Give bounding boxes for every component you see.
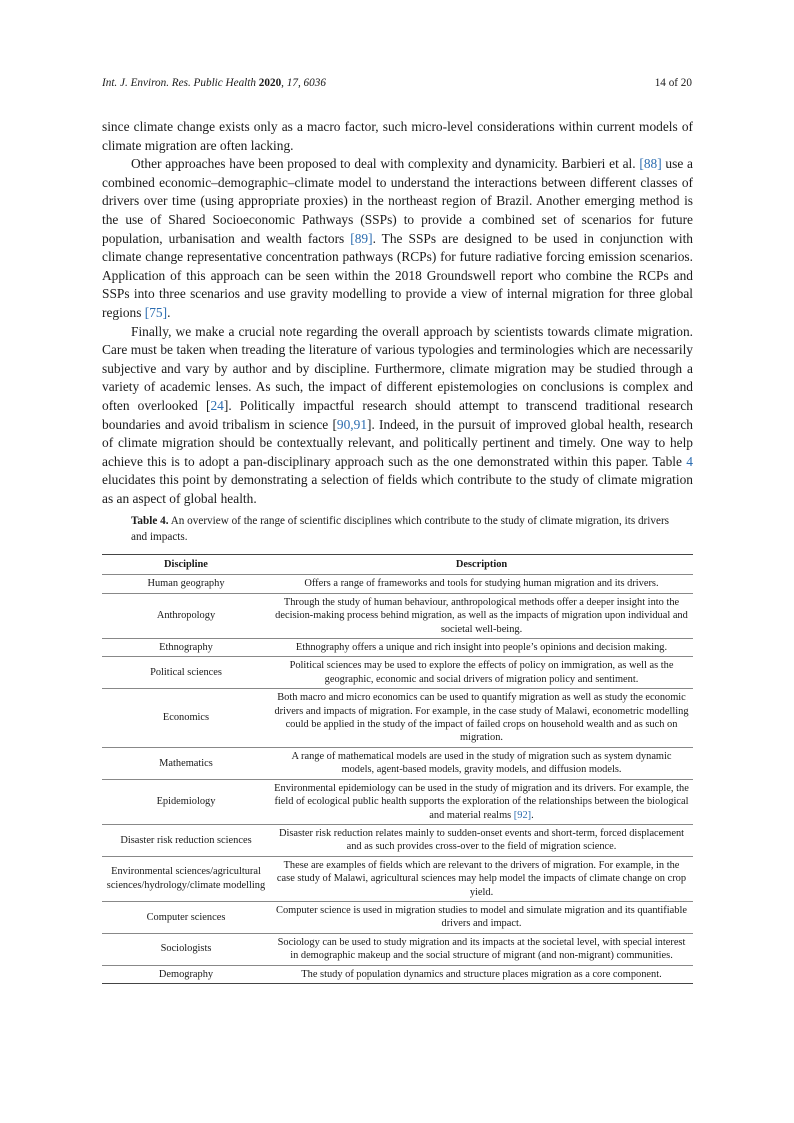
text-run: . bbox=[167, 304, 171, 320]
table-label: Table 4. bbox=[131, 515, 169, 527]
body-text bbox=[102, 118, 693, 508]
citation-link[interactable]: 90,91 bbox=[336, 416, 368, 432]
text-run: use a combined economic–demographic–climate model to understand the interactions between different classes of drivers over time (using appropriate proxies) in the northeast region of Brazil. Another emerging method is the use of Shared Socioeconomic Pathways (SSPs) to provide a combined set of scenarios for future population, urbanisation and wealth factors bbox=[102, 156, 693, 246]
description-cell: Both macro and micro economics can be used to quantify migration as well as study the economic drivers and impacts of migration. For example, in the case study of Malawi, econometric modelling could be applied in the study of the impact of failed crops on household wealth and as such on migration. bbox=[270, 689, 693, 748]
paragraph-3 bbox=[102, 323, 693, 509]
description-cell: Disaster risk reduction relates mainly to sudden-onset events and short-term, forced displacement and as such provides cross-over to the field of migration science. bbox=[270, 824, 693, 856]
description-cell: Computer science is used in migration studies to model and simulate migration and its quantifiable drivers and impact. bbox=[270, 901, 693, 933]
table-row bbox=[102, 747, 693, 779]
discipline-cell: Ethnography bbox=[102, 639, 270, 657]
table-row bbox=[102, 779, 693, 824]
discipline-cell: Computer sciences bbox=[102, 901, 270, 933]
discipline-cell: Disaster risk reduction sciences bbox=[102, 824, 270, 856]
page-number: 14 of 20 bbox=[654, 77, 692, 89]
text-run: ]. Indeed, in the pursuit of improved global health, research of climate migration should be contextually relevant, and politically pertinent and timely. One way to help achieve this is to adopt a pan-disciplinary approach such as the one demonstrated within this paper. Table bbox=[102, 416, 693, 469]
citation-link[interactable]: [89] bbox=[350, 230, 373, 246]
table-row bbox=[102, 657, 693, 689]
discipline-cell: Epidemiology bbox=[102, 779, 270, 824]
table-caption-text: An overview of the range of scientific disciplines which contribute to the study of climate migration, its drivers and impacts. bbox=[131, 515, 670, 543]
discipline-cell: Political sciences bbox=[102, 657, 270, 689]
citation-link[interactable]: 4 bbox=[686, 453, 693, 469]
text-run: ]. Politically impactful research should attempt to transcend traditional research boundaries and avoid tribalism in science [ bbox=[102, 397, 693, 432]
table-row bbox=[102, 856, 693, 901]
description-cell: Ethnography offers a unique and rich insight into people’s opinions and decision making. bbox=[270, 639, 693, 657]
table-header-row bbox=[102, 555, 693, 575]
header-discipline: Discipline bbox=[102, 555, 270, 575]
table-row bbox=[102, 965, 693, 983]
discipline-cell: Anthropology bbox=[102, 593, 270, 638]
text-run: Finally, we make a crucial note regarding the overall approach by scientists towards climate migration. Care must be taken when treading the literature of various typologies and terminologies which are necessarily subjective and vary by author and by discipline. Furthermore, climate migration may be studied through a variety of academic lenses. As such, the impact of different epistemologies on conclusions is complex and often overlooked [ bbox=[102, 323, 693, 413]
citation-link[interactable]: [92] bbox=[513, 809, 532, 821]
discipline-cell: Demography bbox=[102, 965, 270, 983]
journal-year: 2020 bbox=[258, 77, 282, 89]
description-cell: Sociology can be used to study migration and its impacts at the societal level, with special interest in demographic makeup and the social structure of migrant (and non-migrant) communities. bbox=[270, 933, 693, 965]
table-row bbox=[102, 593, 693, 638]
citation-link[interactable]: 24 bbox=[210, 397, 224, 413]
table-row bbox=[102, 575, 693, 593]
description-cell: Political sciences may be used to explore the effects of policy on immigration, as well as the geographic, economic and social drivers of migration policy and sentiment. bbox=[270, 657, 693, 689]
description-cell: A range of mathematical models are used in the study of migration such as system dynamic models, agent-based models, gravity models, and diffusion models. bbox=[270, 747, 693, 779]
description-cell: Offers a range of frameworks and tools for studying human migration and its drivers. bbox=[270, 575, 693, 593]
table-row bbox=[102, 639, 693, 657]
header-description: Description bbox=[270, 555, 693, 575]
citation-link[interactable]: [88] bbox=[639, 156, 662, 172]
table-row bbox=[102, 824, 693, 856]
paragraph-2 bbox=[102, 155, 693, 322]
description-cell: Through the study of human behaviour, anthropological methods offer a deeper insight into the decision-making process behind migration, as well as the impacts of migration upon individual and societal well-being. bbox=[270, 593, 693, 638]
text-run: Other approaches have been proposed to deal with complexity and dynamicity. Barbieri et al. bbox=[131, 156, 640, 172]
description-cell: Environmental epidemiology can be used in the study of migration and its drivers. For example, the field of ecological public health supports the exploration of the relationships between the biological and material realms [92]. bbox=[270, 779, 693, 824]
description-cell: These are examples of fields which are relevant to the drivers of migration. For example, in the case study of Malawi, agricultural sciences may help model the impacts of climate change on crop yield. bbox=[270, 856, 693, 901]
text-run: . The SSPs are designed to be used in conjunction with climate change representative concentration pathways (RCPs) for future radiative forcing emission scenarios. Application of this approach can be seen within the 2018 Groundswell report who combine the RCPs and SSPs into three scenarios and use gravity modelling to provide a view of internal migration for three global regions bbox=[102, 230, 693, 320]
volume-article: , 17, 6036 bbox=[281, 77, 326, 89]
table-row bbox=[102, 933, 693, 965]
table-row bbox=[102, 901, 693, 933]
text-run: elucidates this point by demonstrating a selection of fields which contribute to the study of climate migration as an aspect of global health. bbox=[102, 472, 693, 506]
disciplines-table bbox=[102, 554, 693, 984]
discipline-cell: Sociologists bbox=[102, 933, 270, 965]
table-row bbox=[102, 689, 693, 748]
journal-name: Int. J. Environ. Res. Public Health bbox=[102, 77, 256, 89]
running-header bbox=[102, 77, 692, 89]
discipline-cell: Environmental sciences/agricultural sciences/hydrology/climate modelling bbox=[102, 856, 270, 901]
table-body bbox=[102, 575, 693, 984]
description-cell: The study of population dynamics and structure places migration as a core component. bbox=[270, 965, 693, 983]
discipline-cell: Mathematics bbox=[102, 747, 270, 779]
table-caption bbox=[131, 513, 671, 545]
paragraph-1: since climate change exists only as a macro factor, such micro-level considerations within current models of climate migration are often lacking. bbox=[102, 119, 693, 153]
discipline-cell: Economics bbox=[102, 689, 270, 748]
citation-link[interactable]: [75] bbox=[144, 304, 168, 320]
discipline-cell: Human geography bbox=[102, 575, 270, 593]
